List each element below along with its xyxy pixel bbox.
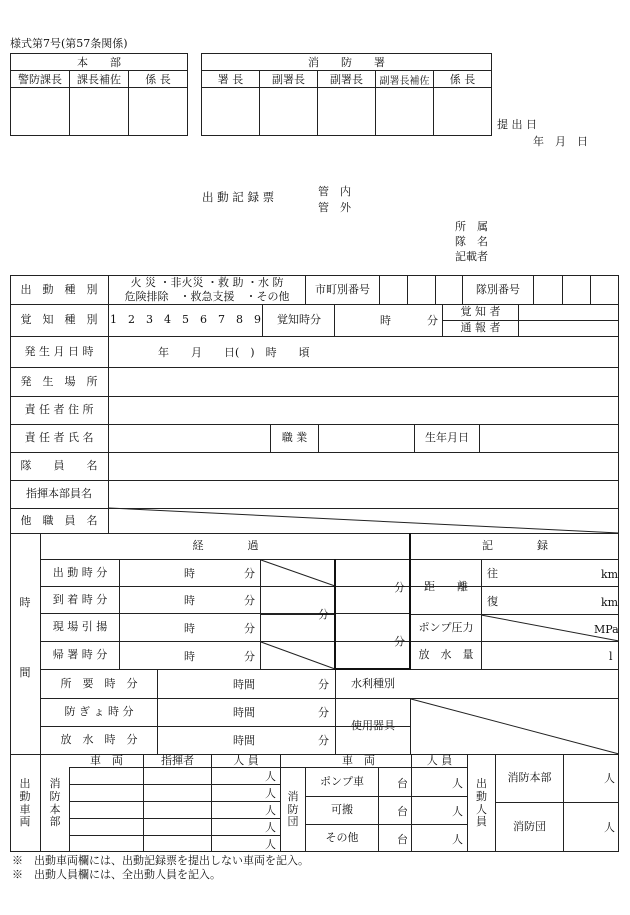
seinengappi-label: 生年月日 — [425, 431, 469, 445]
jikan-unit: 時間 — [233, 678, 255, 691]
ji-unit: 時 — [184, 567, 195, 580]
vertical-char: 団 — [287, 815, 299, 829]
nin-unit: 人 — [452, 833, 463, 846]
fun-unit: 分 — [244, 650, 255, 663]
honbu-col-3: 係 長 — [129, 71, 188, 88]
taimei-label: 隊 名 — [455, 235, 488, 248]
ji-unit: 時 — [184, 650, 195, 663]
vertical-char: 部 — [49, 815, 61, 829]
vehicles-side-char: 車 — [19, 802, 31, 816]
shobo-honbu-label: 消防本部 — [507, 771, 552, 785]
duration-label: 防 ぎ ょ 時 分 — [64, 705, 134, 719]
vertical-char: 員 — [476, 815, 487, 829]
km-unit: km — [601, 596, 619, 609]
vertical-char: 防 — [49, 789, 61, 803]
tai-no-label: 隊別番号 — [476, 282, 520, 296]
sharyo-header: 車 両 — [90, 753, 123, 767]
pump-pressure-label: ポンプ圧力 — [418, 620, 474, 634]
sekininsha-jusho-label: 責 任 者 住 所 — [24, 403, 94, 417]
fun-unit: 分 — [318, 608, 329, 621]
shiki-honbu-label: 指揮本部員名 — [26, 487, 92, 501]
housui-label: 放 水 量 — [418, 648, 474, 662]
note-2: ※ 出動人員欄には、全出動人員を記入。 — [12, 868, 221, 881]
ji-unit: 時 — [184, 622, 195, 635]
fun-unit: 分 — [394, 635, 405, 648]
shikisha-header: 指揮者 — [161, 753, 194, 767]
form-title: 出 動 記 録 票 — [202, 190, 275, 204]
fun-unit: 分 — [244, 622, 255, 635]
nin-unit: 人 — [265, 787, 276, 800]
dai-unit: 台 — [397, 805, 408, 818]
shutsudo-shubetsu-label: 出 動 種 別 — [20, 282, 98, 296]
kiroku-header: 記 録 — [482, 539, 548, 553]
honbu-title: 本 部 — [11, 54, 188, 71]
shubetsu-options-line2[interactable]: 危険排除 ・救急支援 ・その他 — [124, 289, 290, 303]
jikan-unit: 時間 — [233, 734, 255, 747]
vertical-char: 動 — [476, 789, 487, 803]
shobosho-title: 消 防 署 — [202, 54, 492, 71]
keika-header: 経 過 — [192, 539, 259, 553]
submit-date-label: 提 出 日 — [497, 118, 537, 131]
ji-unit: 時 — [380, 314, 391, 327]
jinin-header: 人 員 — [233, 753, 259, 767]
duration-label: 放 水 時 分 — [60, 733, 138, 747]
hassei-nichiji-label: 発 生 月 日 時 — [24, 344, 94, 358]
vertical-char: 出 — [476, 777, 487, 791]
kakuchi-shubetsu-label: 覚 知 種 別 — [20, 313, 98, 327]
duration-label: 所 要 時 分 — [60, 676, 138, 690]
shobosho-col-5: 係 長 — [434, 71, 492, 88]
kakuchi-jifun-label: 覚知時分 — [277, 313, 321, 327]
time-item-label: 帰 署 時 分 — [52, 648, 108, 662]
nin-unit: 人 — [452, 805, 463, 818]
shobosho-col-4: 副署長補佐 — [376, 71, 434, 88]
kisaisha-label: 記載者 — [455, 250, 488, 263]
hassei-nichiji-value[interactable]: 年 月 日( ) 時 頃 — [158, 346, 310, 359]
kangai-label[interactable]: 管 外 — [318, 201, 351, 214]
fun-unit: 分 — [318, 706, 329, 719]
dai-unit: 台 — [397, 833, 408, 846]
vehicle-type: ポンプ車 — [320, 774, 364, 788]
vertical-char: 人 — [476, 802, 487, 816]
hassei-basho-label: 発 生 場 所 — [20, 374, 98, 388]
time-side-label-1: 時 — [19, 595, 31, 609]
shobosho-col-3: 副署長 — [318, 71, 376, 88]
shutsudo-jinin-vertical-label — [468, 755, 495, 852]
vehicle-type: その他 — [325, 831, 359, 845]
liter-unit: l — [609, 650, 613, 663]
honbu-col-2: 課長補佐 — [70, 71, 129, 88]
fun-unit: 分 — [394, 581, 405, 594]
shobosho-col-1: 署 長 — [202, 71, 260, 88]
suiri-shubetsu-label: 水利種別 — [351, 676, 395, 690]
nin-unit: 人 — [452, 777, 463, 790]
nin-unit: 人 — [265, 821, 276, 834]
vertical-char: 防 — [287, 802, 299, 816]
shobo-honbu-vertical-label — [41, 755, 69, 852]
nin-unit: 人 — [265, 770, 276, 783]
tsuhosha-label: 通 報 者 — [460, 321, 501, 335]
time-item-label: 出 動 時 分 — [52, 565, 108, 579]
dai-unit: 台 — [397, 777, 408, 790]
fun-unit: 分 — [318, 734, 329, 747]
vehicles-side-char: 出 — [19, 777, 31, 791]
nin-unit: 人 — [604, 821, 615, 834]
shokugyo-label: 職 業 — [281, 431, 308, 445]
vertical-char: 消 — [287, 790, 299, 804]
vehicles-side-char: 両 — [19, 815, 31, 829]
sharyo-header-2: 車 両 — [342, 753, 375, 767]
submit-date-value[interactable]: 年 月 日 — [533, 135, 588, 148]
honbu-col-1: 警防課長 — [11, 71, 70, 88]
shobodan-vertical-label — [281, 768, 305, 852]
vehicles-side-label — [10, 755, 40, 852]
time-item-label: 到 着 時 分 — [52, 592, 108, 606]
ta-shokuin-label: 他 職 員 名 — [20, 513, 98, 527]
kaeri-label: 復 — [487, 595, 498, 608]
vertical-char: 消 — [49, 777, 61, 791]
jinin-header-2: 人 員 — [426, 753, 453, 767]
sekininsha-shimei-label: 責 任 者 氏 名 — [24, 431, 94, 445]
nin-unit: 人 — [265, 804, 276, 817]
yuki-label: 往 — [487, 567, 498, 580]
time-side-label-2: 間 — [19, 665, 31, 679]
vehicles-side-char: 動 — [19, 789, 31, 803]
kannai-label[interactable]: 管 内 — [318, 185, 351, 198]
nin-unit: 人 — [265, 838, 276, 851]
vertical-char: 本 — [49, 802, 61, 816]
taiin-label: 隊 員 名 — [20, 459, 98, 473]
note-1: ※ 出動車両欄には、出動記録票を提出しない車両を記入。 — [12, 854, 309, 867]
vehicle-type: 可搬 — [331, 803, 353, 817]
shubetsu-options-line1[interactable]: 火 災 ・非火災 ・救 助 ・水 防 — [130, 275, 284, 289]
mpa-unit: MPa — [594, 623, 619, 636]
kakuchisha-label: 覚 知 者 — [460, 305, 501, 319]
fun-unit: 分 — [318, 678, 329, 691]
jikan-unit: 時間 — [233, 706, 255, 719]
kyori-label: 距 離 — [424, 579, 468, 593]
shobosho-col-2: 副署長 — [260, 71, 318, 88]
nin-unit: 人 — [604, 772, 615, 785]
form-number: 様式第7号(第57条関係) — [10, 37, 128, 50]
shozoku-label: 所 属 — [455, 220, 488, 233]
time-item-label: 現 場 引 揚 — [52, 620, 108, 634]
shichoson-no-label: 市町別番号 — [315, 282, 370, 296]
ji-unit: 時 — [184, 594, 195, 607]
kakuchi-digits[interactable]: 1 2 3 4 5 6 7 8 9 — [110, 313, 261, 327]
fun-unit: 分 — [427, 314, 438, 327]
shobodan-label: 消防団 — [513, 820, 546, 834]
fun-unit: 分 — [244, 594, 255, 607]
km-unit: km — [601, 568, 619, 581]
fun-unit: 分 — [244, 567, 255, 580]
shiyo-kigu-label: 使用器具 — [351, 719, 395, 733]
